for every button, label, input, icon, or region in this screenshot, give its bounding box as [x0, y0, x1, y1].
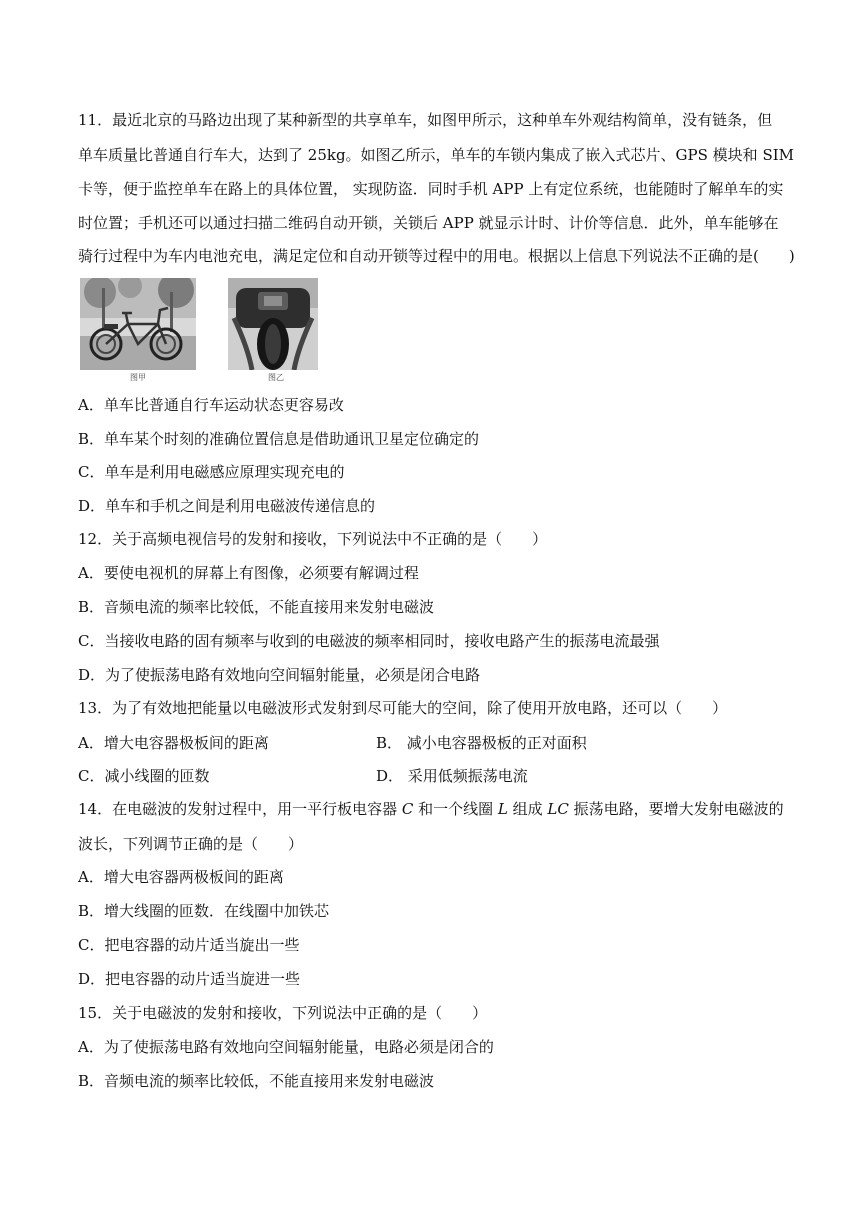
- q14-var-lc: LC: [547, 800, 569, 818]
- q12-option-c: C．当接收电路的固有频率与收到的电磁波的频率相同时，接收电路产生的振荡电流最强: [78, 632, 660, 650]
- figure-caption-yi: 图乙: [268, 373, 284, 382]
- q13-option-a: A．增大电容器极板间的距离: [78, 734, 269, 752]
- q11-line-1: 11．最近北京的马路边出现了某种新型的共享单车，如图甲所示，这种单车外观结构简单，没有链条，但: [78, 111, 773, 129]
- q12-stem: 12．关于高频电视信号的发射和接收，下列说法中不正确的是（ ）: [78, 530, 548, 548]
- q11-line-4: 时位置；手机还可以通过扫描二维码自动开锁，关锁后 APP 就显示计时、计价等信息．此外，单车能够在: [78, 214, 779, 232]
- q11-line-2: 单车质量比普通自行车大，达到了 25kg。如图乙所示，单车的车锁内集成了嵌入式芯片、GPS 模块和 SIM: [78, 146, 794, 164]
- q11-line-5: 骑行过程中为车内电池充电，满足定位和自动开锁等过程中的用电。根据以上信息下列说法不正确的是( ): [78, 247, 795, 265]
- q15-stem: 15．关于电磁波的发射和接收，下列说法中正确的是（ ）: [78, 1004, 488, 1022]
- q11-line-3: 卡等，便于监控单车在路上的具体位置， 实现防盗．同时手机 APP 上有定位系统，也能随时了解单车的实: [78, 180, 784, 198]
- q11-option-a: A．单车比普通自行车运动状态更容易改: [78, 396, 344, 414]
- q12-option-b: B．音频电流的频率比较低，不能直接用来发射电磁波: [78, 598, 435, 616]
- q12-option-a: A．要使电视机的屏幕上有图像，必须要有解调过程: [78, 564, 419, 582]
- q13-option-b: B． 减小电容器极板的正对面积: [376, 734, 587, 752]
- q14-var-l: L: [497, 800, 508, 818]
- bicycle-photo: [80, 278, 196, 370]
- q14-text-c: 组成: [507, 800, 548, 818]
- q14-option-d: D．把电容器的动片适当旋进一些: [78, 970, 301, 988]
- q14-text-d: 振荡电路，要增大发射电磁波的: [568, 800, 784, 818]
- q11-option-b: B．单车某个时刻的准确位置信息是借助通讯卫星定位确定的: [78, 430, 480, 448]
- figure-caption-jia: 图甲: [130, 373, 146, 382]
- q15-option-a: A．为了使振荡电路有效地向空间辐射能量，电路必须是闭合的: [78, 1038, 494, 1056]
- q14-option-a: A．增大电容器两极板间的距离: [78, 868, 284, 886]
- q11-figures: [80, 278, 340, 386]
- q14-option-b: B．增大线圈的匝数．在线圈中加铁芯: [78, 902, 330, 920]
- q14-stem-line-2: 波长，下列调节正确的是（ ）: [78, 835, 304, 853]
- q11-option-d: D．单车和手机之间是利用电磁波传递信息的: [78, 497, 376, 515]
- q14-text-a: 14．在电磁波的发射过程中，用一平行板电容器: [78, 800, 402, 818]
- q12-option-d: D．为了使振荡电路有效地向空间辐射能量，必须是闭合电路: [78, 666, 481, 684]
- q13-option-d: D． 采用低频振荡电流: [376, 767, 528, 785]
- q14-option-c: C．把电容器的动片适当旋出一些: [78, 936, 300, 954]
- bike-lock-photo: [228, 278, 318, 370]
- q14-text-b: 和一个线圈: [413, 800, 498, 818]
- q13-option-c: C．减小线圈的匝数: [78, 767, 210, 785]
- q14-stem-line-1: [78, 799, 784, 819]
- q14-var-c: C: [401, 800, 414, 818]
- q13-stem: 13．为了有效地把能量以电磁波形式发射到尽可能大的空间，除了使用开放电路，还可以（ ）: [78, 699, 728, 717]
- q11-option-c: C．单车是利用电磁感应原理实现充电的: [78, 463, 345, 481]
- q15-option-b: B．音频电流的频率比较低，不能直接用来发射电磁波: [78, 1072, 435, 1090]
